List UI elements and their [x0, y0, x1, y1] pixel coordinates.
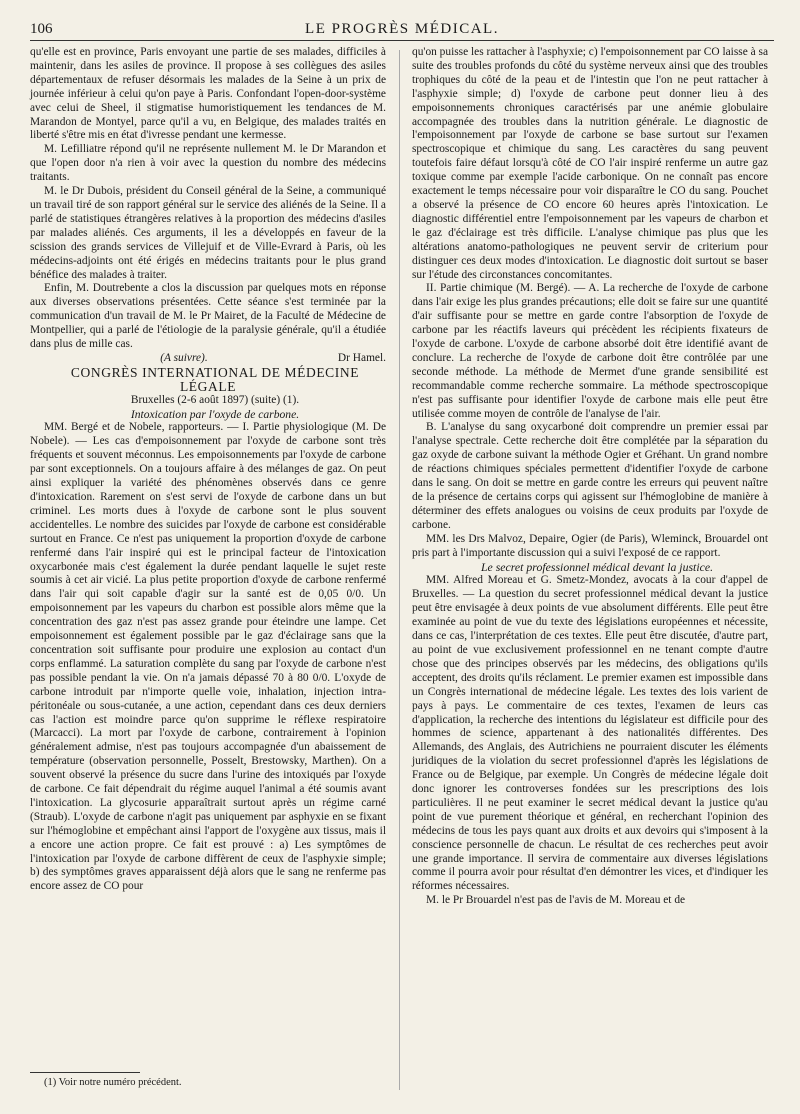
paragraph: M. Lefilliatre répond qu'il ne représente nullement M. le Dr Marandon et que l'open door n'a rien à voir avec la question du nombre des médecins traitants.	[30, 143, 386, 184]
paragraph: Enfin, M. Doutrebente a clos la discussion par quelques mots en réponse aux diverses observations présentées. Cette séance s'est terminée par la communication d'un travail de M. le Pr Mairet, de la Faculté de Médecine de Montpellier, qui a parlé de l'étiologie de la paralysie générale, qu'il a étudiée dans plus de mille cas.	[30, 282, 386, 351]
signature-line	[30, 352, 386, 366]
paragraph: qu'elle est en province, Paris envoyant une partie de ses malades, difficiles à maintenir, dans les asiles de province. Il propose à ses collègues des asiles départementaux de refuser désormais les malades de la Seine à un prix de journée inférieur à celui qu'on paye à Paris. Confondant l'open-door-système avec celui de Sheel, il stigmatise humoristiquement les tendances de M. Marandon de Montyel, parce qu'il a vu, en Belgique, des malades traités en liberté s'être mis en état d'ivresse pendant une kermesse.	[30, 46, 386, 142]
journal-page	[30, 18, 774, 1098]
paragraph: M. le Dr Dubois, président du Conseil général de la Seine, a communiqué un travail tiré de son rapport général sur le service des aliénés de la Seine. Il a parlé de statistiques étrangères relatives à la proportion des médecins d'asiles par malades aliénés. Ces arguments, il les a développés en faveur de la scission des grands services de Villejuif et de Ville-Evrard à Paris, où les médecins-adjoints ont été érigés en médecins traitants pour le plus grand bénéfice des malades à traiter.	[30, 185, 386, 281]
section-subtitle: Bruxelles (2-6 août 1897) (suite) (1).	[130, 393, 300, 406]
page-header	[30, 18, 774, 41]
paragraph: II. Partie chimique (M. Bergé). — A. La recherche de l'oxyde de carbone dans l'air exige les plus grandes précautions; elle doit se faire sur une quantité d'air suffisante pour se mettre en garde contre l'absorption de l'oxyde de carbone par les réactifs laveurs qui précèdent les récipients fixateurs de l'oxyde de carbone. L'oxyde de carbone absorbé doit être identifié avant de conclure. La recherche de l'oxyde de carbone doit être contrôlée par une seconde méthode. La méthode de Mermet d'une grande sensibilité est recommandable comme recherche sommaire. La méthode spectroscopique n'est pas suffisante pour identifier l'oxyde de carbone mais elle peut être utilisée comme moyen de contrôle de l'analyse de l'air.	[412, 282, 768, 420]
paragraph: MM. les Drs Malvoz, Depaire, Ogier (de Paris), Wleminck, Brouardel ont pris part à l'importante discussion qui a suivi l'exposé de ce rapport.	[412, 532, 768, 559]
a-suivre: (A suivre).	[160, 351, 208, 364]
column-divider	[399, 50, 400, 1090]
subsection-title: Le secret professionnel médical devant la justice.	[480, 559, 714, 574]
footnote: (1) Voir notre numéro précédent.	[44, 1077, 182, 1088]
left-column	[30, 46, 386, 894]
paragraph: MM. Alfred Moreau et G. Smetz-Mondez, avocats à la cour d'appel de Bruxelles. — La question du secret professionnel médical devant la justice peut être envisagée à deux points de vue absolument différents. Elle peut être examinée au point de vue du texte des législations européennes et nécessite, dans ce cas, l'interprétation de ces textes. Elle peut être discutée, d'autre part, au point de vue exclusivement professionnel en ne tenant compte d'autre chose que des principes observés par les médecins, des obligations qu'ils acceptent, des droits qu'ils réclament. Le premier examen est impossible dans un Congrès international de médecine légale. Les textes des lois varient de pays à pays. Le commentaire de ces textes, l'examen de leurs cas d'application, la recherche des intentions du législateur est difficile pour des hommes de science, appartenant à des nationalités différentes. Des Allemands, des Anglais, des Autrichiens ne pourraient discuter les éléments juridiques de la violation du secret professionnel d'après les législations de France ou de Belgique, par exemple. Un Congrès de médecine légale doit donc ignorer les controverses fondées sur les prescriptions des lois particulières. Il ne peut examiner le secret médical devant la justice qu'au point de vue purement théorique et général, en recherchant l'opinion des médecins de tous les pays quant aux droits et aux devoirs qui s'imposent à la conscience personnelle de chacun. Le résultat de ces recherches peut avoir une grande importance. Il servira de commentaire aux diverses législations comme il pourra avoir pour résultat d'en démontrer les vices, et d'indiquer les réformes nécessaires.	[412, 574, 768, 893]
page-number: 106	[30, 21, 53, 37]
footnote-rule	[30, 1072, 140, 1073]
section-topic: Intoxication par l'oxyde de carbone.	[130, 407, 300, 421]
paragraph: MM. Bergé et de Nobele, rapporteurs. — I. Partie physiologique (M. De Nobele). — Les cas d'empoisonnement par l'oxyde de carbone sont très fréquents et souvent méconnus. Les empoisonnements par l'oxyde de carbone par sont exceptionnels. On a toujours affaire à des mélanges de gaz. On peut ainsi expliquer la variété des phénomènes observés dans ce genre d'intoxication. Rarement on s'est servi de l'oxyde de carbone dans un but criminel. Les morts dues à l'oxyde de carbone sont le plus souvent accidentelles. Le nombre des suicides par l'oxyde de carbone est considérable surtout en France. Ce n'est pas uniquement la proportion d'oxyde de carbone renfermé dans l'air inspiré qui est le principal facteur de l'intoxication oxycarbonée mais c'est également la durée pendant laquelle le sujet reste soumis à cet air vicié. La plus petite proportion d'oxyde de carbone renfermé dans l'air qui soit capable d'agir sur la santé est de 0,05 0/0. Un empoisonnement par les vapeurs du charbon est possible alors même que la concentration des gaz n'est pas assez grande pour éteindre une lampe. Cet empoisonnement est également possible par le gaz d'éclairage sans que la concentration soit suffisante pour produire une explosion au contact d'un corps enflammé. La saturation complète du sang par l'oxyde de carbone n'est pas possible pendant la vie. On n'a jamais dépassé 70 à 80 0/0. L'oxyde de carbone introduit par n'importe quelle voie, inhalation, injection intra-péritonéale ou sous-cutanée, a une action, cependant dans ces deux derniers cas l'action est moindre parce qu'on supprime le réflexe respiratoire (Marcacci). La mort par l'oxyde de carbone, contrairement à l'opinion généralement admise, n'est pas toujours accompagnée d'un abaissement de température (observation personnelle, Posselt, Brestowsky, Marthen). On a souvent observé la présence du sucre dans l'urine des intoxiqués par l'oxyde de carbone. Ce fait dépendrait du régime auquel l'animal a été soumis avant l'intoxication. La glycosurie apparaîtrait surtout après un régime carné (Straub). L'oxyde de carbone n'agit pas uniquement par asphyxie en se fixant sur l'hémoglobine et empêchant ainsi l'apport de l'oxygène aux tissus, mais il a encore une action propre. Ce fait est prouvé : a) Les symptômes de l'intoxication par l'oxyde de carbone diffèrent de ceux de l'asphyxie simple; b) des symptômes graves apparaissent déjà alors que le sang ne renferme pas encore assez de CO pour	[30, 421, 386, 893]
right-column	[412, 46, 768, 908]
author: Dr Hamel.	[337, 351, 386, 364]
journal-title: LE PROGRÈS MÉDICAL.	[305, 21, 499, 37]
paragraph: M. le Pr Brouardel n'est pas de l'avis de M. Moreau et de	[426, 894, 686, 907]
text-columns	[30, 46, 774, 1098]
section-title: CONGRÈS INTERNATIONAL DE MÉDECINE LÉGALE	[70, 364, 360, 394]
paragraph: qu'on puisse les rattacher à l'asphyxie; c) l'empoisonnement par CO laisse à sa suite des troubles profonds du côté du système nerveux ainsi que des troubles trophiques du côté de la peau et de l'intestin que l'on ne peut rattacher à l'asphyxie simple; d) l'oxyde de carbone peut donner lieu à des empoisonnements chroniques caractérisés par une anémie globulaire accompagnée des troubles dans la nutrition générale. Le diagnostic de l'empoisonnement par l'oxyde de carbone se base surtout sur l'examen spectroscopique et chimique du sang. Les caractères du sang peuvent toutefois faire défaut lorsqu'à côté de CO l'air inspiré renferme un autre gaz toxique comme par exemple l'acide carbonique. On ne connaît pas encore exactement le temps nécessaire pour voir disparaître le CO du sang. Pouchet a observé la présence de CO encore 60 heures après l'intoxication. Le diagnostic différentiel entre l'empoisonnement par les vapeurs de charbon et le gaz d'éclairage est très difficile. L'analyse chimique pas plus que les altérations anatomo-pathologiques ne peuvent servir de criterium pour distinguer ces deux modes d'intoxication. Le diagnostic doit surtout se baser sur l'étude des circonstances concomitantes.	[412, 46, 769, 281]
paragraph: B. L'analyse du sang oxycarboné doit comprendre un premier essai par l'analyse spectrale. Cette recherche doit être complétée par la séparation du gaz oxyde de carbone suivant la méthode Ogier et Gréhant. Un grand nombre de réactions chimiques spéciales permettent d'identifier l'oxyde de carbone dans le sang. On doit se mettre en garde contre les erreurs qui peuvent naître de la présence de certains corps qui agissent sur l'hémoglobine de manière à déterminer des effets analogues ou voisins de ceux produits par l'oxyde de carbone.	[412, 421, 768, 531]
